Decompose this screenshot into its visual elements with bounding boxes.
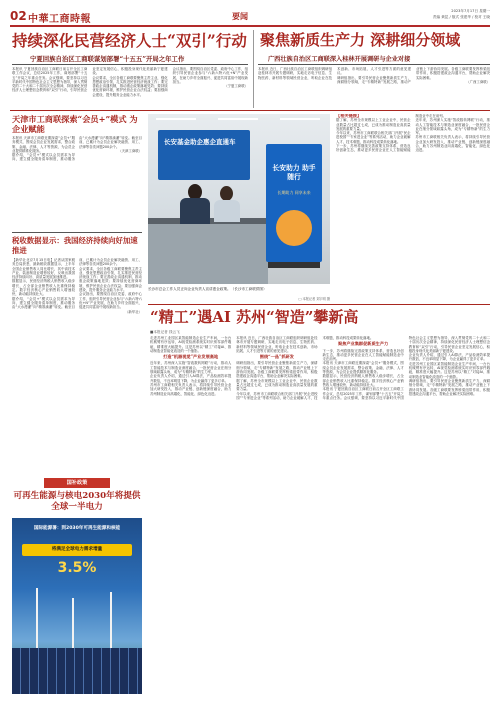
left-lead-headline: 持续深化民营经济人士“双引”行动 bbox=[12, 31, 247, 50]
paragraph: 本报讯 近日，广西壮族自治区工商联组织调研组赴桂林市开展专题调研，实地走访电子信息、生物医药、新材料等领域民营企业，听取企业在技术创新、市场拓展、人才引进等方面的意见建议。 bbox=[236, 336, 318, 353]
ceiling-light bbox=[156, 118, 196, 120]
paragraph: 据介绍，“会员+”模式以会员需求为导向，建立健全服务清单制度，推动服务由“大水漫灌”向“精准滴灌”转变。截至目前，已累计为会员企业解决融资、用工、法律等各类问题200余个。 bbox=[12, 136, 142, 162]
issue-date: 2023年7月17日 星期一 bbox=[451, 9, 490, 13]
standee-base bbox=[268, 262, 320, 268]
paragraph: 数据显示，民营经济纳税人销售收入稳步增长，占全部企业销售收入比重保持稳定。数字经济核心产业销售收入增速较快，新动能持续壮大。 bbox=[12, 279, 75, 297]
ad-subtitle: 国际能源署：到2030年可再生能源和核能 bbox=[33, 526, 121, 531]
wind-turbine-icon bbox=[72, 598, 74, 648]
paragraph: 据了解，苏州全市规模以上工业企业中，民营企业数量占比超过七成，已成为推动制造业高质量发展的重要力量。 bbox=[336, 118, 411, 131]
right-lead-subhead: 广西壮族自治区工商联深入桂林开展调研与企业对接 bbox=[268, 56, 411, 63]
paragraph: 本报讯 宁夏回族自治区工商联日前召开全区工商联工作会议，总结2025年工作，谋划部署“十五五”开局之年重点任务。会议强调，要坚持以习近平新时代中国特色社会主义思想为指导，深入贯彻党的二十大和二十届历次全会精神，持续深化民营经济人士理想信念教育和“双引”行动，引导民营企业坚定发展信心，积极投身现代化美丽新宁夏建设。 bbox=[12, 67, 168, 93]
paragraph: 本报讯 宁夏回族自治区工商联日前召开全区工商联工作会议，总结2025年工作，谋划部署“十五五”开局之年重点任务。会议强调，要坚持以习近平新时代中国特色社会主义思想为指导，深入贯彻党的二十大和二十届历次全会精神，持续深化民营经济人士理想信念教育和“双引”行动，引导民营企业坚定发展信心，积极投身现代化美丽新宁夏建设。 bbox=[322, 336, 490, 400]
ad-box bbox=[12, 478, 142, 696]
paragraph: 数据显示，民营经济纳税人销售收入稳步增长，占全部企业销售收入比重保持稳定。数字经济核心产业销售收入增速较快，新动能持续壮大。 bbox=[322, 374, 404, 387]
left-lead-body bbox=[12, 67, 248, 107]
paragraph: 今年以来，苏州市工商联联合相关部门开展“民企进校园”“专家进企业”等系列活动，助力企业破解人才、技术难题，推动科技成果转化落地。 bbox=[236, 336, 374, 400]
section-name: 要闻 bbox=[232, 11, 248, 21]
feature-byline: ■本报记者 钱云飞 bbox=[150, 330, 180, 334]
mid-story-headline: 天津市工商联探索“会员+”模式 为企业赋能 bbox=[12, 114, 138, 134]
person-body bbox=[180, 198, 210, 224]
byline: （天津工商联） bbox=[118, 148, 142, 153]
paper-name: 中華工商時報 bbox=[28, 14, 91, 25]
editor-credits: 责编 黄昆 / 版式 张建华 / 校对 王晓 bbox=[432, 15, 490, 19]
paragraph: 今年以来，苏州市工商联联合相关部门开展“民企进校园”“专家进企业”等系列活动，助力企业破解人才、技术难题，推动科技成果转化落地。 bbox=[336, 131, 411, 144]
mid-story-body bbox=[12, 136, 142, 228]
left-lead-rule bbox=[12, 64, 248, 65]
paragraph: 调研组指出，要引导民营企业聚焦新质生产力，深耕细分领域，走“专精特新”发展之路，推动产业链上下游协同发展。各级工商联要发挥桥梁纽带作用，积极搭建政企沟通平台，帮助企业解决实际困难。 bbox=[408, 378, 490, 396]
upper-right-body bbox=[336, 114, 490, 298]
ad-top-label: 国补政策 bbox=[66, 480, 88, 486]
feature-headline: “精工”遇AI 苏州“智造”攀新高 bbox=[150, 308, 359, 326]
standee-sign bbox=[266, 144, 322, 262]
byline: （广西工商联） bbox=[466, 79, 490, 84]
ad-top-tag bbox=[44, 478, 110, 488]
masthead bbox=[10, 8, 490, 25]
wind-turbine-icon bbox=[36, 588, 38, 648]
person-head bbox=[220, 186, 233, 201]
paragraph: 会议指出，要围绕自治区党委、政府中心工作，组织引导民营企业参与“六新六特六优+N”产业发展，在助力乡村全面振兴、促进共同富裕中展现新担当。 bbox=[79, 292, 142, 310]
paragraph: 调研组指出，要引导民营企业聚焦新质生产力，深耕细分领域，走“专精特新”发展之路，推动产业链上下游协同发展。各级工商联要发挥桥梁纽带作用，积极搭建政企沟通平台，帮助企业解决实际困难。 bbox=[337, 67, 490, 84]
ceiling-light bbox=[218, 118, 258, 120]
paragraph: 走进苏州工业园区某智能制造企业生产车间，一台台机械臂有序运转，AI视觉检测系统实时识别零部件瑕疵，精准度大幅提升。这是苏州以“精工”对接AI、推动制造业智能化改造的一个缩影。 bbox=[408, 361, 490, 379]
paragraph: 本报讯 天津市工商联近期探索“会员+”服务模式，围绕会员企业发展需求，整合政策、金融、法律、人才等资源，为会员企业提供精准化服务。 bbox=[322, 361, 404, 375]
paragraph: 企业负责人介绍，通过引入AI算法，产品检测效率提升数倍，不良率明显下降，为企业赢得了更多订单。 bbox=[408, 353, 490, 362]
banner-label: 长安基金助企惠企直通车 bbox=[164, 138, 236, 146]
paragraph: 走进苏州工业园区某智能制造企业生产车间，一台台机械臂有序运转，AI视觉检测系统实时识别零部件瑕疵，精准度大幅提升。这是苏州以“精工”对接AI、推动制造业智能化改造的一个缩影。 bbox=[150, 336, 232, 353]
related-heading: 【相关链接】 bbox=[336, 114, 362, 118]
right-lead-body bbox=[258, 67, 490, 107]
paragraph: 会议指出，要围绕自治区党委、政府中心工作，组织引导民营企业参与“六新六特六优+N”产业发展，在助力乡村全面振兴、促进共同富裕中展现新担当。 bbox=[172, 67, 248, 84]
paragraph: 本报讯 天津市工商联近期探索“会员+”服务模式，围绕会员企业发展需求，整合政策、金融、法律、人才等资源，为会员企业提供精准化服务。 bbox=[12, 136, 75, 153]
paragraph: 调研组指出，要引导民营企业聚焦新质生产力，深耕细分领域，走“专精特新”发展之路，推动产业链上下游协同发展。各级工商联要发挥桥梁纽带作用，积极搭建政企沟通平台，帮助企业解决实际困难。 bbox=[236, 361, 318, 379]
page-number: 02 bbox=[10, 9, 27, 23]
paragraph: 苏州市工商联相关负责人表示，将持续引导民营企业加大研发投入，推动产业链、创新链深度融合，助力苏州制造业向高端化、智能化、绿色化迈进。 bbox=[150, 382, 232, 396]
photo-credit: □ 本报记者 刘宇明 摄 bbox=[298, 297, 330, 301]
wind-turbine-icon bbox=[110, 592, 112, 648]
feature-top-rule bbox=[148, 304, 490, 305]
feature-section-heading: 围绕“一品”抓研发 bbox=[259, 354, 294, 360]
paragraph: 下一步，苏州将继续完善政策支持体系，营造良好创新生态，推动更多民营企业在人工智能赋能制造业中走在前列。 bbox=[322, 348, 404, 362]
paragraph: 苏州市工商联相关负责人表示，将持续引导民营企业加大研发投入，推动产业链、创新链深度融合，助力苏州制造业向高端化、智能化、绿色化迈进。 bbox=[415, 135, 490, 153]
feature-section-heading: 聚焦产业集群促新质生产力 bbox=[337, 341, 389, 347]
tax-rule bbox=[12, 232, 142, 233]
byline: （新华社） bbox=[125, 309, 142, 314]
ad-image bbox=[12, 518, 142, 694]
paragraph: 据介绍，“会员+”模式以会员需求为导向，建立健全服务清单制度，推动服务由“大水漫灌”向“精准滴灌”转变。截至目前，已累计为会员企业解决融资、用工、法律等各类问题200余个。 bbox=[12, 258, 142, 310]
ad-banner bbox=[22, 544, 132, 556]
standee-subtitle: 长期助力 同享未来 bbox=[277, 190, 311, 195]
paragraph: 会议要求，全区各级工商联要聚焦主责主业，强化思想政治引领，扎实推进民营经济统战工作；要完善政企沟通机制，推动惠企政策落地见效；要持续优化营商环境，维护民营企业合法权益；要加强商会建设，提升服务企业能力水平。 bbox=[92, 75, 168, 97]
paragraph: 本报讯 近日，广西壮族自治区工商联组织调研组赴桂林市开展专题调研，实地走访电子信息、生物医药、新材料等领域民营企业，听取企业在技术创新、市场拓展、人才引进等方面的意见建议。 bbox=[258, 67, 411, 80]
feature-section-heading: 打造“机器视觉”产业发展高地 bbox=[163, 354, 219, 360]
person-body bbox=[214, 200, 240, 222]
paragraph: 近年来，苏州深入实施“智改数转网联”行动，推动人工智能技术与制造业深度融合，一批民营企业在细分领域崭露头角，成为“专精特新”的生力军。 bbox=[150, 361, 232, 375]
right-lead-headline: 聚焦新质生产力 深耕细分领域 bbox=[260, 31, 461, 49]
service-desk bbox=[148, 222, 268, 284]
ceiling-light bbox=[280, 118, 320, 120]
solar-panel bbox=[12, 648, 142, 694]
standee-graphic bbox=[276, 210, 312, 246]
tax-body bbox=[12, 258, 142, 472]
feature-body bbox=[150, 336, 490, 696]
paragraph: 据了解，苏州全市规模以上工业企业中，民营企业数量占比超过七成，已成为推动制造业高质量发展的重要力量。 bbox=[236, 378, 318, 392]
news-photo bbox=[148, 114, 330, 284]
masthead-rule bbox=[10, 25, 490, 27]
right-lead-rule bbox=[258, 64, 490, 65]
paragraph: 【新华社北京7月15日电】记者从国家税务总局获悉，最新税收数据显示，上半年全国企业销售收入同比增长，其中高技术产业、装备制造业增势较好，反映出我国经济持续向好、高质量发展加速推进。 bbox=[12, 258, 75, 280]
byline: （宁夏工商联） bbox=[224, 84, 248, 89]
paragraph: 下一步，苏州将继续完善政策支持体系，营造良好创新生态，推动更多民营企业在人工智能赋能制造业中走在前列。 bbox=[336, 114, 447, 153]
photo-caption: 长沙市总会工作人员正向企业负责人宣讲惠企政策。（长沙市工商联供图） bbox=[148, 287, 267, 291]
tax-headline: 税收数据显示：我国经济持续向好加速推进 bbox=[12, 236, 138, 255]
left-lead-subhead: 宁夏回族自治区工商联谋划部署“十五五”开局之年工作 bbox=[30, 55, 185, 63]
standee-title: 长安助力 助手随行 bbox=[272, 164, 316, 181]
column-divider bbox=[253, 30, 254, 108]
ad-percent: 3.5% bbox=[57, 560, 97, 576]
section-rule bbox=[10, 110, 490, 111]
paragraph: 会议要求，全区各级工商联要聚焦主责主业，强化思想政治引领，扎实推进民营经济统战工作；要完善政企沟通机制，推动惠企政策落地见效；要持续优化营商环境，维护民营企业合法权益；要加强商会建设，提升服务企业能力水平。 bbox=[79, 266, 142, 293]
back-banner bbox=[158, 130, 250, 180]
paragraph: 近年来，苏州深入实施“智改数转网联”行动，推动人工智能技术与制造业深度融合，一批民营企业在细分领域崭露头角，成为“专精特新”的生力军。 bbox=[415, 118, 490, 136]
ad-title: 可再生能源与核电2030年将提供全球一半电力 bbox=[13, 491, 141, 512]
paragraph: 企业负责人介绍，通过引入AI算法，产品检测效率提升数倍，不良率明显下降，为企业赢得了更多订单。 bbox=[150, 374, 232, 383]
ad-banner-text: 将满足全球电力需求增量 bbox=[51, 547, 103, 552]
